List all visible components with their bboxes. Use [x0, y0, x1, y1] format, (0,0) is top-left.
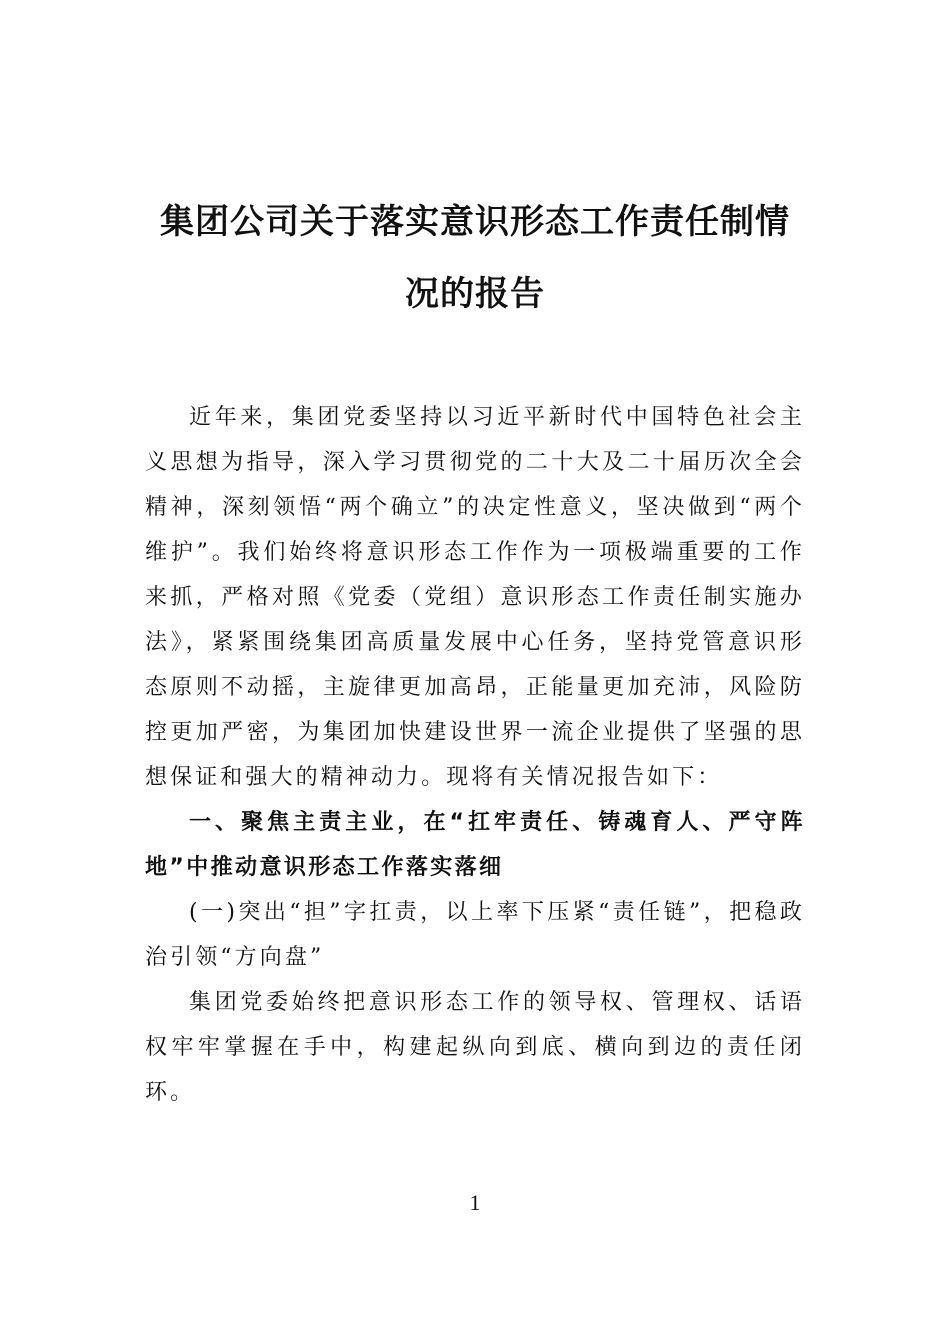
- subsection-1-paragraph: 集团党委始终把意识形态工作的领导权、管理权、话语权牢牢掌握在手中，构建起纵向到底、横向到边的责任闭环。: [145, 990, 805, 1105]
- document-title: [145, 186, 805, 330]
- document-body: [145, 395, 805, 1115]
- title-line-2: 况的报告: [405, 274, 545, 314]
- intro-paragraph: 近年来，集团党委坚持以习近平新时代中国特色社会主义思想为指导，深入学习贯彻党的二十大及二十届历次全会精神，深刻领悟“两个确立”的决定性意义，坚决做到“两个维护”。我们始终将意识形态工作作为一项极端重要的工作来抓，严格对照《党委（党组）意识形态工作责任制实施办法》，紧紧围绕集团高质量发展中心任务，坚持党管意识形态原则不动摇，主旋律更加高昂，正能量更加充沛，风险防控更加严密，为集团加快建设世界一流企业提供了坚强的思想保证和强大的精神动力。现将有关情况报告如下：: [145, 405, 805, 790]
- subsection-1-heading: (一)突出“担”字扛责，以上率下压紧“责任链”，把稳政治引领“方向盘”: [145, 900, 805, 970]
- title-line-1: 集团公司关于落实意识形态工作责任制情: [160, 202, 790, 242]
- section-1-heading: 一、聚焦主责主业，在“扛牢责任、铸魂育人、严守阵地”中推动意识形态工作落实落细: [145, 810, 805, 880]
- page-number: 1: [469, 1190, 481, 1215]
